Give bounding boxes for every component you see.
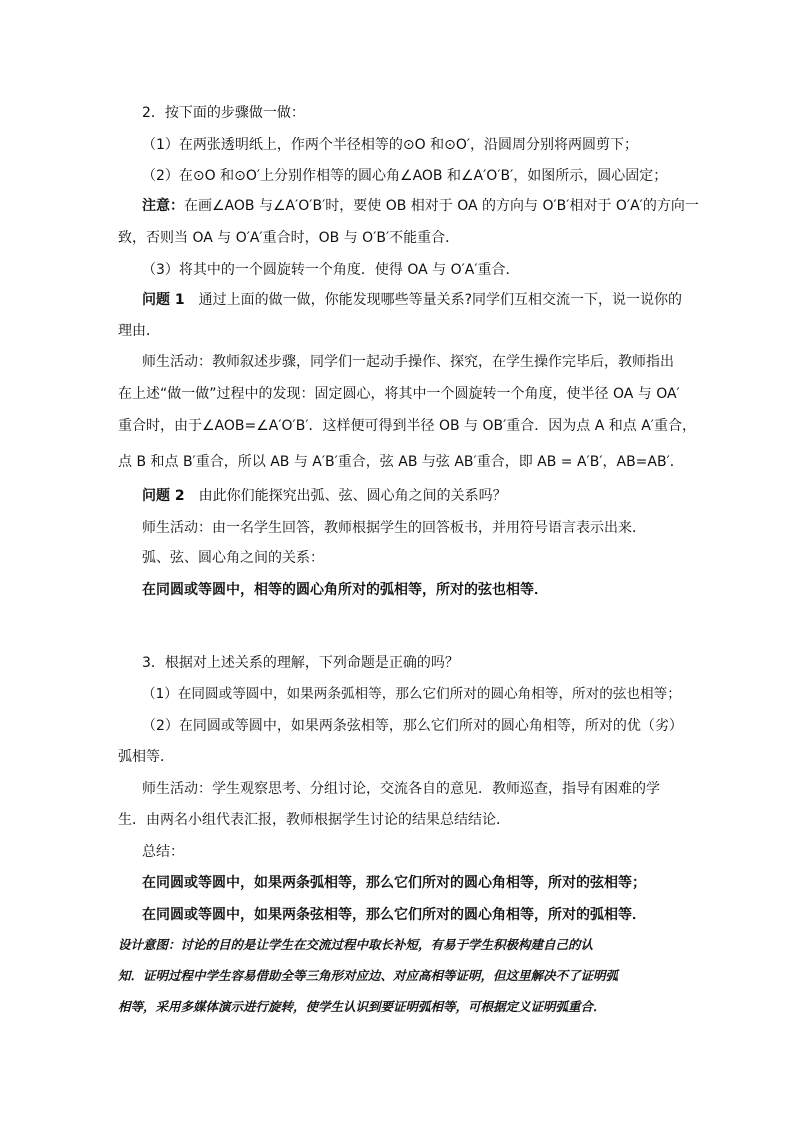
note-text-1: 在画∠AOB 与∠A′O′B′时，要使 OB 相对于 OA 的方向与 O′B′相对于 O′A′的方向一 bbox=[184, 198, 699, 214]
question-2-text: 由此你们能探究出弧、弦、圆心角之间的关系吗？ bbox=[198, 488, 507, 504]
note-label: 注意： bbox=[142, 198, 184, 214]
question-1-text-1: 通过上面的做一做，你能发现哪些等量关系?同学们互相交流一下，说一说你的 bbox=[198, 292, 683, 308]
activity-1-line-4: 点 B 和点 B′重合，所以 AB 与 A′B′重合，弦 AB 与弦 AB′重合，即 AB = A′B′，AB=AB′． bbox=[118, 454, 684, 470]
section-2-heading: 2．按下面的步骤做一做： bbox=[142, 105, 305, 121]
activity-3-line-1: 师生活动：学生观察思考、分组讨论，交流各自的意见．教师巡查，指导有困难的学 bbox=[142, 781, 660, 797]
design-intent-line-3: 相等，采用多媒体演示进行旋转，使学生认识到要证明弧相等，可根据定义证明弧重合． bbox=[118, 999, 606, 1014]
question-1-line-1 bbox=[142, 290, 682, 310]
design-intent-line-1: 设计意图：讨论的目的是让学生在交流过程中取长补短，有易于学生积极构建自己的认 bbox=[118, 937, 594, 952]
question-1-label: 问题 1 bbox=[142, 292, 185, 308]
note-paragraph-line-1 bbox=[142, 196, 699, 216]
note-text-2: 致，否则当 OA 与 O′A′重合时，OB 与 O′B′不能重合． bbox=[118, 230, 460, 246]
activity-1-line-3: 重合时，由于∠AOB=∠A′O′B′．这样便可得到半径 OB 与 OB′重合．因为点 A 和点 A′重合， bbox=[118, 418, 696, 434]
summary-label: 总结： bbox=[142, 844, 184, 860]
step-3: （3）将其中的一个圆旋转一个角度．使得 OA 与 O′A′重合． bbox=[142, 262, 520, 278]
activity-1-line-1: 师生活动：教师叙述步骤，同学们一起动手操作、探究，在学生操作完毕后，教师指出 bbox=[142, 354, 674, 370]
summary-2: 在同圆或等圆中，如果两条弦相等，那么它们所对的圆心角相等，所对的弧相等． bbox=[142, 907, 646, 923]
question-2-label: 问题 2 bbox=[142, 488, 185, 504]
step-2: （2）在⊙O 和⊙O′上分别作相等的圆心角∠AOB 和∠A′O′B′，如图所示，圆心固定； bbox=[142, 168, 668, 184]
relation-statement: 在同圆或等圆中，相等的圆心角所对的弧相等，所对的弦也相等． bbox=[142, 582, 548, 598]
relation-title: 弧、弦、圆心角之间的关系： bbox=[142, 550, 324, 566]
activity-1-line-2: 在上述“做一做”过程中的发现：固定圆心，将其中一个圆旋转一个角度，使半径 OA 与 OA′ bbox=[118, 386, 680, 402]
step-1: （1）在两张透明纸上，作两个半径相等的⊙O 和⊙O′，沿圆周分别将两圆剪下； bbox=[142, 137, 639, 153]
proposition-2-line-2: 弧相等． bbox=[118, 749, 174, 765]
activity-3-line-2: 生．由两名小组代表汇报，教师根据学生讨论的结果总结结论． bbox=[118, 812, 510, 828]
design-intent-line-2: 知．证明过程中学生容易借助全等三角形对应边、对应高相等证明，但这里解决不了证明弧 bbox=[118, 968, 619, 983]
activity-2: 师生活动：由一名学生回答，教师根据学生的回答板书，并用符号语言表示出来． bbox=[142, 520, 646, 536]
summary-1: 在同圆或等圆中，如果两条弧相等，那么它们所对的圆心角相等，所对的弦相等； bbox=[142, 875, 646, 891]
section-3-heading: 3．根据对上述关系的理解，下列命题是正确的吗？ bbox=[142, 655, 459, 671]
question-1-text-2: 理由． bbox=[118, 323, 160, 339]
proposition-1: （1）在同圆或等圆中，如果两条弧相等，那么它们所对的圆心角相等，所对的弦也相等； bbox=[142, 686, 681, 702]
question-2-line bbox=[142, 486, 507, 506]
proposition-2-line-1: （2）在同圆或等圆中，如果两条弦相等，那么它们所对的圆心角相等，所对的优（劣） bbox=[142, 718, 683, 734]
